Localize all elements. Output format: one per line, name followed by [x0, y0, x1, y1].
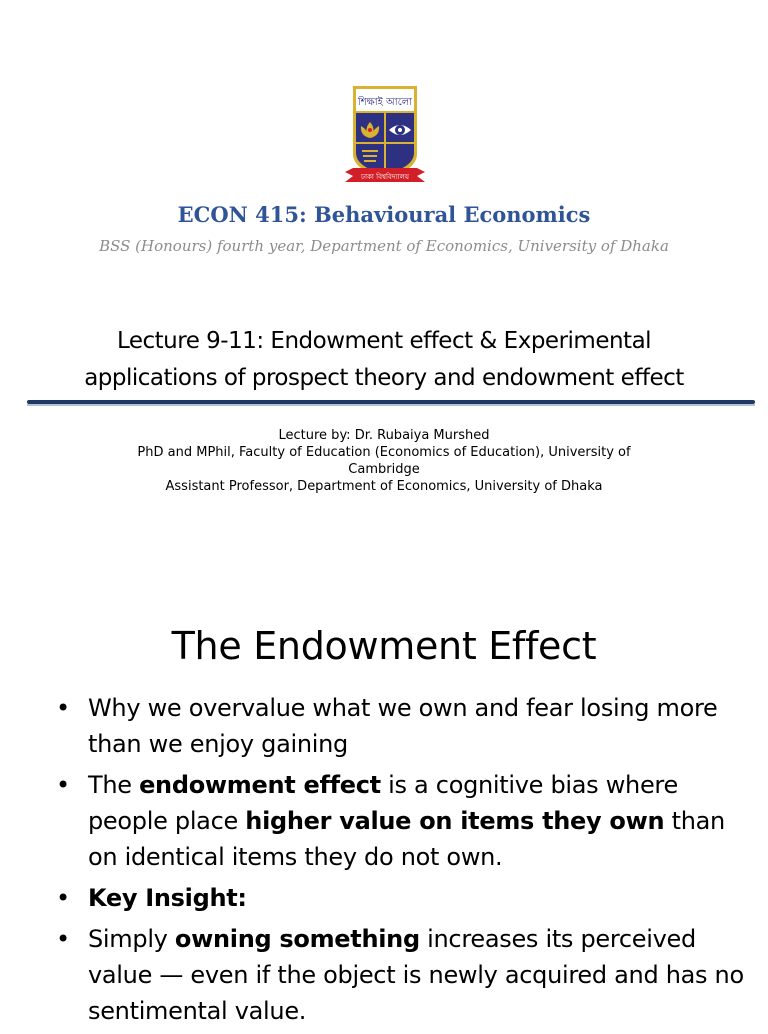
title-divider-shadow: [27, 404, 755, 406]
bullet-text: The: [88, 771, 140, 799]
bullet-emphasis: higher value on items they own: [245, 807, 665, 835]
bullet-emphasis: endowment effect: [139, 771, 381, 799]
course-title: ECON 415: Behavioural Economics: [177, 202, 591, 227]
bullet-icon: •: [56, 694, 70, 722]
lecture-title: [40, 323, 728, 397]
lecturer-degree: PhD and MPhil, Faculty of Education (Economics of Education), University of: [137, 445, 631, 460]
lecturer-position: Assistant Professor, Department of Economics, University of Dhaka: [165, 479, 603, 494]
university-crest-icon: [343, 84, 427, 190]
bullet-emphasis: owning something: [174, 925, 420, 953]
bullet-icon: •: [56, 925, 70, 953]
bullet-item: [56, 690, 756, 762]
crest-banner-text: ঢাকা বিশ্ববিদ্যালয়: [360, 173, 410, 181]
bullet-item: [56, 921, 756, 1029]
bullet-text: Why we overvalue what we own and fear losing more than we enjoy gaining: [88, 694, 718, 758]
bullet-text: increases its perceived value — even if the object is newly acquired and has no sentimental value.: [88, 925, 744, 1025]
lecture-title-line-1: Lecture 9-11: Endowment effect & Experimental: [116, 328, 652, 354]
bullet-item: [56, 767, 756, 875]
bullet-emphasis: Key Insight:: [88, 884, 247, 912]
bullet-text: than on identical items they do not own.: [88, 807, 725, 871]
bullet-item: [56, 880, 756, 916]
bullet-icon: •: [56, 884, 70, 912]
crest-motto-text: শিক্ষাই আলো: [357, 97, 413, 108]
lecturer-credits: [110, 427, 658, 495]
lecturer-degree-cont: Cambridge: [348, 462, 420, 477]
bullet-icon: •: [56, 771, 70, 799]
bullet-text: Simply: [88, 925, 175, 953]
lecturer-name: Lecture by: Dr. Rubaiya Murshed: [278, 428, 490, 443]
slide-title: The Endowment Effect: [171, 624, 597, 668]
bullet-text: is a cognitive bias where people place: [88, 771, 678, 835]
bullet-list: [56, 690, 756, 1034]
course-subtitle: BSS (Honours) fourth year, Department of Economics, University of Dhaka: [99, 237, 669, 255]
lecture-title-line-2: applications of prospect theory and endowment effect: [84, 365, 684, 391]
